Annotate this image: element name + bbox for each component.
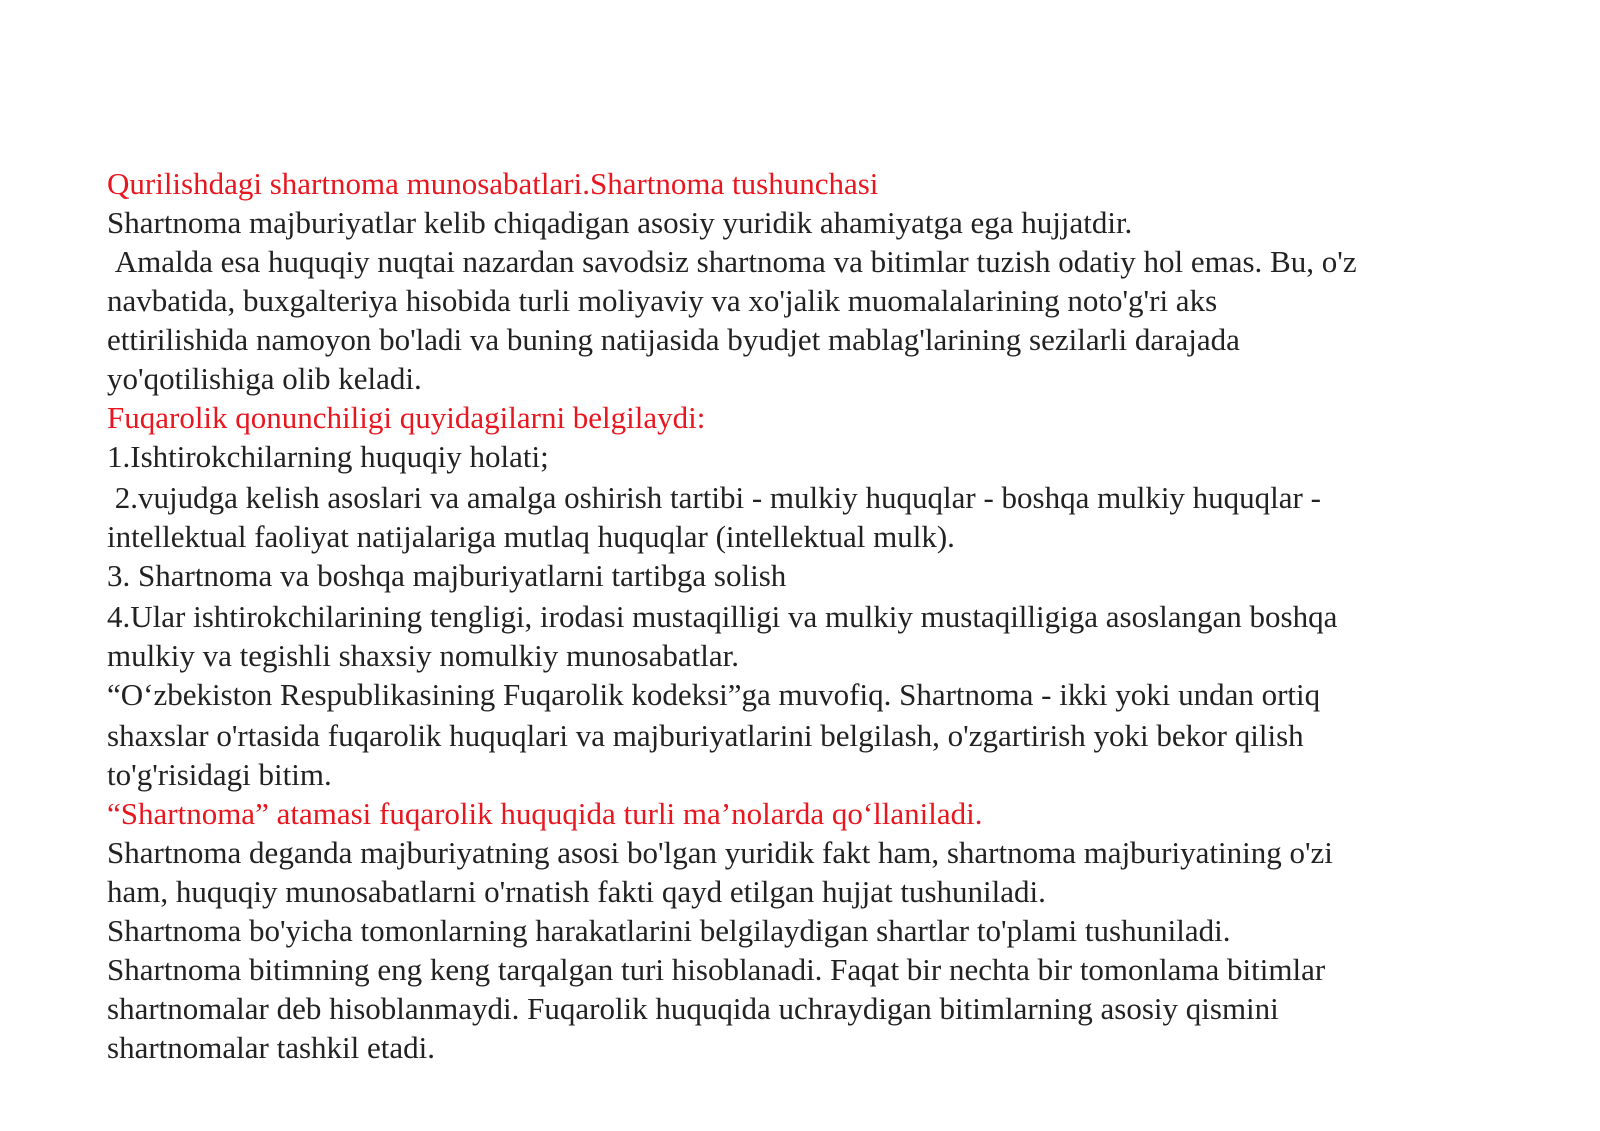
paragraph-line: navbatida, buxgalteriya hisobida turli moliyaviy va xo'jalik muomalalarining noto'g'ri aks	[107, 283, 1218, 318]
document-body	[107, 164, 1507, 1067]
paragraph-line: ham, huquqiy munosabatlarni o'rnatish fakti qayd etilgan hujjat tushuniladi.	[107, 874, 1046, 909]
paragraph-line: Amalda esa huquqiy nuqtai nazardan savodsiz shartnoma va bitimlar tuzish odatiy hol emas. Bu, o'z	[107, 244, 1357, 279]
conditions-paragraph: Shartnoma bo'yicha tomonlarning harakatlarini belgilaydigan shartlar to'plami tushuniladi.	[107, 913, 1231, 948]
paragraph-line: shartnomalar tashkil etadi.	[107, 1030, 435, 1065]
list-item: 2.vujudga kelish asoslari va amalga oshirish tartibi - mulkiy huquqlar - boshqa mulkiy huquqlar -	[107, 480, 1321, 515]
list-item: 3. Shartnoma va boshqa majburiyatlarni tartibga solish	[107, 558, 787, 593]
list-item: 1.Ishtirokchilarning huquqiy holati;	[107, 439, 549, 474]
contract-definition-paragraph: Shartnoma majburiyatlar kelib chiqadigan asosiy yuridik ahamiyatga ega hujjatdir.	[107, 205, 1133, 240]
transaction-type-paragraph	[107, 950, 1507, 1067]
paragraph-line: to'g'risidagi bitim.	[107, 757, 332, 792]
list-item-continuation: mulkiy va tegishli shaxsiy nomulkiy munosabatlar.	[107, 638, 740, 673]
paragraph-line: shaxslar o'rtasida fuqarolik huquqlari va majburiyatlarini belgilash, o'zgartirish yoki bekor qilish	[107, 718, 1304, 753]
civil-legislation-list	[107, 437, 1507, 675]
paragraph-line: shartnomalar deb hisoblanmaydi. Fuqarolik huquqida uchraydigan bitimlarning asosiy qismini	[107, 991, 1279, 1026]
section-heading-term-meanings: “Shartnoma” atamasi fuqarolik huquqida turli ma’nolarda qo‘llaniladi.	[107, 796, 983, 831]
paragraph-line: Shartnoma deganda majburiyatning asosi bo'lgan yuridik fakt ham, shartnoma majburiyatining o'zi	[107, 835, 1333, 870]
civil-code-definition-paragraph	[107, 675, 1507, 794]
paragraph-line: Shartnoma bitimning eng keng tarqalgan turi hisoblanadi. Faqat bir nechta bir tomonlama bitimlar	[107, 952, 1326, 987]
paragraph-line: yo'qotilishiga olib keladi.	[107, 361, 422, 396]
paragraph-line: ettirilishida namoyon bo'ladi va buning natijasida byudjet mablag'larining sezilarli darajada	[107, 322, 1240, 357]
illiteracy-consequences-paragraph	[107, 242, 1507, 398]
list-item: 4.Ular ishtirokchilarining tengligi, irodasi mustaqilligi va mulkiy mustaqilligiga asoslangan boshqa	[107, 599, 1338, 634]
list-item-continuation: intellektual faoliyat natijalariga mutlaq huquqlar (intellektual mulk).	[107, 519, 955, 554]
paragraph-line: “O‘zbekiston Respublikasining Fuqarolik kodeksi”ga muvofiq. Shartnoma - ikki yoki undan ortiq	[107, 677, 1321, 712]
section-heading-contract-relations: Qurilishdagi shartnoma munosabatlari.Shartnoma tushunchasi	[107, 166, 879, 201]
term-meaning-paragraph	[107, 833, 1507, 911]
section-heading-civil-legislation: Fuqarolik qonunchiligi quyidagilarni belgilaydi:	[107, 400, 706, 435]
